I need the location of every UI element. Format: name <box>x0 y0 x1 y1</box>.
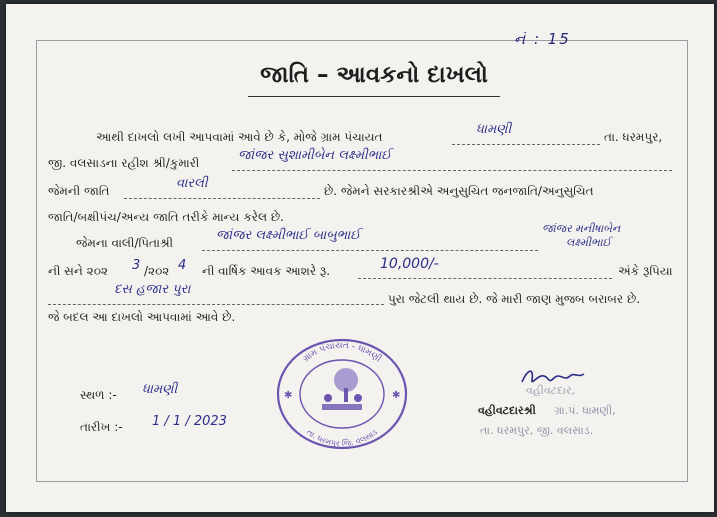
line7-end: પુરા જેટલી થાય છે. જે મારી જાણ મુજબ બરાબર છે. <box>388 292 641 306</box>
line6-mid2: ની વાર્ષિક આવક આશરે રૂ. <box>202 264 331 278</box>
handwritten-year-digit-2: 4 <box>178 258 187 273</box>
handwritten-place: ધામણી <box>142 382 178 397</box>
handwritten-caste: વારલી <box>176 176 208 191</box>
seal-top-text: ગ્રામ પંચાયત - ધામણી <box>301 340 383 365</box>
line2-start: જી. વલસાડના રહીશ શ્રી/કુમારી <box>48 156 200 170</box>
line5-start: જેમના વાલી/પિતાશ્રી <box>76 236 174 250</box>
line6-end: અંકે રૂપિયા <box>618 264 673 278</box>
handwritten-guardian-note-2: લક્ષ્મીભાઈ <box>566 236 612 249</box>
serial-number: નં : 15 <box>514 30 571 48</box>
svg-text:✱: ✱ <box>284 390 293 401</box>
line3-start: જેમની જાતિ <box>48 184 110 198</box>
title-underline <box>248 96 500 97</box>
line3-end: છે. જેમને સરકારશ્રીએ અનુસુચિત જનજાતિ/અનુસુચિત <box>324 184 594 198</box>
handwritten-date: 1 / 1 / 2023 <box>152 414 227 429</box>
line1-start: આથી દાખલો લખી આપવામાં આવે છે કે, મોજે ગ્રામ પંચાયત <box>96 130 383 144</box>
panchayat-seal <box>270 336 414 452</box>
handwritten-income-words: દસ હજાર પુરા <box>114 282 191 297</box>
income-words-field <box>48 286 384 305</box>
certificate-title: જાતિ – આવકનો દાખલો <box>260 62 488 88</box>
officer-stamp-line1: વહીવટદાર, <box>526 384 576 397</box>
caste-field <box>124 180 320 199</box>
svg-text:✱: ✱ <box>392 390 401 401</box>
date-label: તારીખ :- <box>80 420 123 434</box>
officer-stamp-line2: ગ્રા.પં. ધામણી, <box>554 404 616 417</box>
handwritten-guardian-note-1: જાંજર મનીષાબેન <box>542 222 621 235</box>
line6-start: ની સને ૨૦૨ <box>48 264 108 278</box>
handwritten-year-digit: 3 <box>132 258 141 273</box>
handwritten-guardian: જાંજર લક્ષ્મીભાઈ બાબુભાઈ <box>216 228 361 243</box>
line1-end: તા. ધરમપુર, <box>604 130 663 144</box>
place-label: સ્થળ :- <box>80 388 117 402</box>
certificate-paper <box>6 4 714 512</box>
village-field <box>452 126 600 145</box>
handwritten-village: ધામણી <box>476 122 512 137</box>
line8: જે બદલ આ દાખલો આપવામાં આવે છે. <box>48 310 236 324</box>
officer-label: વહીવટદારશ્રી <box>478 404 536 417</box>
seal-bottom-text: તા. ધરમપુર જિ. વલસાડ <box>305 427 379 449</box>
officer-stamp-line3: તા. ધરમપુર, જી. વલસાડ. <box>480 424 594 437</box>
svg-text:તા. ધરમપુર જિ. વલસાડ <box>305 427 379 448</box>
seal-graphic <box>270 336 414 452</box>
line6-mid: /૨૦૨ <box>144 264 170 278</box>
handwritten-name: જાંજર સુશામીબેન લક્ષ્મીભાઈ <box>238 148 392 163</box>
handwritten-income-figures: 10,000/- <box>380 256 439 272</box>
line4: જાતિ/બક્ષીપંચ/અન્ય જાતિ તરીકે માન્ય કરેલ છે. <box>48 210 284 224</box>
